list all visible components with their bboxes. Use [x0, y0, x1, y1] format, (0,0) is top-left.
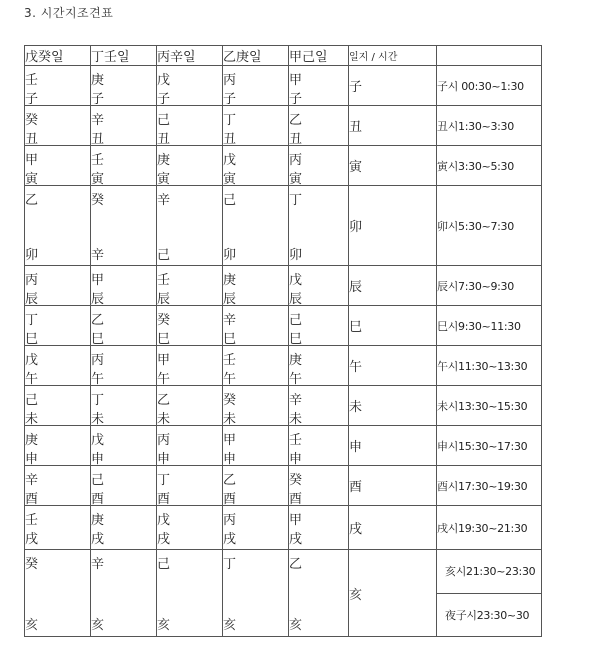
heavenly-stem: 丙	[91, 352, 105, 368]
table-row	[25, 346, 542, 386]
heavenly-stem: 丙	[157, 432, 171, 448]
earthly-branch: 戌	[157, 531, 171, 547]
stem-cell	[91, 66, 157, 106]
header-cell: 丁壬일	[91, 46, 157, 66]
earthly-branch: 辰	[223, 291, 237, 307]
stem-cell	[223, 146, 289, 186]
stem-cell	[223, 346, 289, 386]
day-branch-cell: 戌	[349, 506, 437, 550]
day-branch-cell: 午	[349, 346, 437, 386]
stem-cell	[157, 66, 223, 106]
heavenly-stem: 甲	[157, 352, 171, 368]
stem-cell	[25, 346, 91, 386]
heavenly-stem: 辛	[223, 312, 237, 328]
table-row	[25, 466, 542, 506]
stem-cell	[157, 266, 223, 306]
heavenly-stem: 己	[157, 557, 171, 572]
stem-cell	[157, 550, 223, 637]
day-branch-cell: 子	[349, 66, 437, 106]
earthly-branch: 辛	[91, 247, 105, 263]
time-branch-table	[24, 45, 542, 637]
day-branch-cell: 丑	[349, 106, 437, 146]
table-row	[25, 386, 542, 426]
table-row	[25, 266, 542, 306]
earthly-branch: 寅	[223, 171, 237, 187]
time-range-cell: 未시13:30~15:30	[437, 386, 542, 426]
stem-cell	[91, 506, 157, 550]
stem-cell	[289, 466, 349, 506]
table-row	[25, 506, 542, 550]
earthly-branch: 巳	[289, 331, 303, 347]
stem-cell	[157, 146, 223, 186]
heavenly-stem: 丁	[25, 312, 39, 328]
table-row	[25, 146, 542, 186]
earthly-branch: 丑	[289, 131, 303, 147]
table-row	[25, 426, 542, 466]
heavenly-stem: 丁	[157, 472, 171, 488]
earthly-branch: 午	[91, 371, 105, 387]
heavenly-stem: 壬	[25, 72, 39, 88]
heavenly-stem: 乙	[289, 112, 303, 128]
heavenly-stem: 己	[289, 312, 303, 328]
heavenly-stem: 壬	[91, 152, 105, 168]
heavenly-stem: 甲	[223, 432, 237, 448]
earthly-branch: 未	[289, 411, 303, 427]
heavenly-stem: 癸	[157, 312, 171, 328]
stem-cell	[289, 306, 349, 346]
heavenly-stem: 癸	[25, 557, 39, 572]
stem-cell	[289, 266, 349, 306]
heavenly-stem: 庚	[223, 272, 237, 288]
stem-cell	[289, 426, 349, 466]
earthly-branch: 午	[223, 371, 237, 387]
heavenly-stem: 戊	[157, 72, 171, 88]
earthly-branch: 亥	[91, 618, 105, 633]
heavenly-stem: 庚	[25, 432, 39, 448]
time-range-text: 夜子시23:30~30	[437, 593, 541, 637]
stem-cell	[223, 66, 289, 106]
earthly-branch: 申	[25, 451, 39, 467]
stem-cell	[157, 346, 223, 386]
header-row	[25, 46, 542, 66]
earthly-branch: 丑	[91, 131, 105, 147]
stem-cell	[25, 550, 91, 637]
stem-cell	[223, 186, 289, 266]
time-range-cell: 巳시9:30~11:30	[437, 306, 542, 346]
table-row	[25, 186, 542, 266]
heavenly-stem: 丁	[91, 392, 105, 408]
heavenly-stem: 辛	[157, 192, 171, 208]
day-branch-cell: 辰	[349, 266, 437, 306]
earthly-branch: 子	[289, 91, 303, 107]
heavenly-stem: 壬	[223, 352, 237, 368]
time-range-cell: 寅시3:30~5:30	[437, 146, 542, 186]
stem-cell	[157, 106, 223, 146]
stem-cell	[289, 66, 349, 106]
header-cell: 甲己일	[289, 46, 349, 66]
stem-cell	[289, 550, 349, 637]
header-cell: 일지 / 시간	[349, 46, 437, 66]
stem-cell	[223, 386, 289, 426]
stem-cell	[91, 146, 157, 186]
table-row	[25, 66, 542, 106]
heavenly-stem: 丁	[289, 192, 303, 208]
heavenly-stem: 乙	[25, 192, 39, 208]
earthly-branch: 寅	[157, 171, 171, 187]
day-branch-cell: 卯	[349, 186, 437, 266]
stem-cell	[289, 386, 349, 426]
stem-cell	[25, 186, 91, 266]
heavenly-stem: 辛	[289, 392, 303, 408]
earthly-branch: 戌	[223, 531, 237, 547]
stem-cell	[223, 266, 289, 306]
stem-cell	[25, 386, 91, 426]
heavenly-stem: 戊	[289, 272, 303, 288]
heavenly-stem: 戊	[91, 432, 105, 448]
stem-cell	[223, 426, 289, 466]
heavenly-stem: 乙	[289, 557, 303, 572]
stem-cell	[25, 106, 91, 146]
earthly-branch: 亥	[289, 618, 303, 633]
earthly-branch: 戌	[91, 531, 105, 547]
table-row	[25, 306, 542, 346]
time-range-cell: 酉시17:30~19:30	[437, 466, 542, 506]
day-branch-cell: 巳	[349, 306, 437, 346]
heavenly-stem: 戊	[25, 352, 39, 368]
header-cell: 戊癸일	[25, 46, 91, 66]
time-range-cell: 丑시1:30~3:30	[437, 106, 542, 146]
stem-cell	[289, 506, 349, 550]
heavenly-stem: 丙	[25, 272, 39, 288]
earthly-branch: 戌	[289, 531, 303, 547]
heavenly-stem: 庚	[91, 72, 105, 88]
heavenly-stem: 癸	[223, 392, 237, 408]
earthly-branch: 午	[289, 371, 303, 387]
stem-cell	[223, 506, 289, 550]
heavenly-stem: 丁	[223, 112, 237, 128]
stem-cell	[289, 146, 349, 186]
time-range-cell: 辰시7:30~9:30	[437, 266, 542, 306]
heavenly-stem: 壬	[25, 512, 39, 528]
stem-cell	[91, 466, 157, 506]
stem-cell	[25, 426, 91, 466]
heavenly-stem: 庚	[289, 352, 303, 368]
heavenly-stem: 己	[157, 112, 171, 128]
earthly-branch: 寅	[289, 171, 303, 187]
time-range-cell: 子시 00:30~1:30	[437, 66, 542, 106]
heavenly-stem: 甲	[91, 272, 105, 288]
earthly-branch: 未	[157, 411, 171, 427]
earthly-branch: 丑	[223, 131, 237, 147]
earthly-branch: 午	[25, 371, 39, 387]
header-cell: 乙庚일	[223, 46, 289, 66]
stem-cell	[91, 346, 157, 386]
earthly-branch: 戌	[25, 531, 39, 547]
earthly-branch: 巳	[223, 331, 237, 347]
earthly-branch: 酉	[25, 491, 39, 507]
stem-cell	[157, 306, 223, 346]
earthly-branch: 酉	[157, 491, 171, 507]
earthly-branch: 卯	[25, 247, 39, 263]
earthly-branch: 酉	[91, 491, 105, 507]
stem-cell	[25, 146, 91, 186]
stem-cell	[25, 306, 91, 346]
table-row	[25, 106, 542, 146]
heavenly-stem: 甲	[289, 72, 303, 88]
heavenly-stem: 乙	[157, 392, 171, 408]
stem-cell	[25, 266, 91, 306]
stem-cell	[157, 426, 223, 466]
stem-cell	[91, 266, 157, 306]
heavenly-stem: 辛	[91, 112, 105, 128]
earthly-branch: 己	[157, 247, 171, 263]
earthly-branch: 申	[157, 451, 171, 467]
earthly-branch: 酉	[223, 491, 237, 507]
earthly-branch: 巳	[25, 331, 39, 347]
header-cell	[437, 46, 542, 66]
time-range-cell: 申시15:30~17:30	[437, 426, 542, 466]
earthly-branch: 申	[289, 451, 303, 467]
earthly-branch: 辰	[91, 291, 105, 307]
heavenly-stem: 丙	[223, 512, 237, 528]
stem-cell	[289, 346, 349, 386]
time-range-cell	[437, 550, 542, 637]
heavenly-stem: 丁	[223, 557, 237, 572]
day-branch-cell: 亥	[349, 550, 437, 637]
earthly-branch: 辰	[25, 291, 39, 307]
stem-cell	[25, 66, 91, 106]
heavenly-stem: 辛	[25, 472, 39, 488]
heavenly-stem: 戊	[157, 512, 171, 528]
document-title: 3. 시간지조견표	[24, 6, 114, 20]
heavenly-stem: 己	[91, 472, 105, 488]
stem-cell	[91, 386, 157, 426]
stem-cell	[91, 106, 157, 146]
stem-cell	[157, 506, 223, 550]
stem-cell	[25, 506, 91, 550]
heavenly-stem: 己	[25, 392, 39, 408]
heavenly-stem: 辛	[91, 557, 105, 572]
day-branch-cell: 申	[349, 426, 437, 466]
earthly-branch: 未	[91, 411, 105, 427]
heavenly-stem: 戊	[223, 152, 237, 168]
stem-cell	[289, 186, 349, 266]
earthly-branch: 丑	[157, 131, 171, 147]
earthly-branch: 子	[223, 91, 237, 107]
time-range-cell: 午시11:30~13:30	[437, 346, 542, 386]
stem-cell	[25, 466, 91, 506]
time-range-cell: 卯시5:30~7:30	[437, 186, 542, 266]
stem-cell	[91, 186, 157, 266]
earthly-branch: 子	[25, 91, 39, 107]
heavenly-stem: 丙	[289, 152, 303, 168]
heavenly-stem: 甲	[289, 512, 303, 528]
earthly-branch: 亥	[223, 618, 237, 633]
earthly-branch: 巳	[91, 331, 105, 347]
header-cell: 丙辛일	[157, 46, 223, 66]
earthly-branch: 丑	[25, 131, 39, 147]
stem-cell	[91, 426, 157, 466]
earthly-branch: 辰	[157, 291, 171, 307]
earthly-branch: 子	[91, 91, 105, 107]
stem-cell	[223, 550, 289, 637]
heavenly-stem: 癸	[289, 472, 303, 488]
stem-cell	[223, 106, 289, 146]
heavenly-stem: 己	[223, 192, 237, 208]
heavenly-stem: 丙	[223, 72, 237, 88]
time-range-text: 亥시21:30~23:30	[445, 565, 536, 579]
stem-cell	[223, 466, 289, 506]
day-branch-cell: 酉	[349, 466, 437, 506]
day-branch-cell: 寅	[349, 146, 437, 186]
heavenly-stem: 癸	[91, 192, 105, 208]
stem-cell	[91, 550, 157, 637]
heavenly-stem: 乙	[91, 312, 105, 328]
earthly-branch: 未	[25, 411, 39, 427]
earthly-branch: 午	[157, 371, 171, 387]
stem-cell	[157, 386, 223, 426]
earthly-branch: 酉	[289, 491, 303, 507]
heavenly-stem: 乙	[223, 472, 237, 488]
earthly-branch: 子	[157, 91, 171, 107]
heavenly-stem: 壬	[157, 272, 171, 288]
earthly-branch: 申	[223, 451, 237, 467]
stem-cell	[223, 306, 289, 346]
heavenly-stem: 甲	[25, 152, 39, 168]
earthly-branch: 巳	[157, 331, 171, 347]
earthly-branch: 寅	[91, 171, 105, 187]
heavenly-stem: 壬	[289, 432, 303, 448]
earthly-branch: 未	[223, 411, 237, 427]
stem-cell	[157, 466, 223, 506]
earthly-branch: 亥	[157, 618, 171, 633]
heavenly-stem: 庚	[91, 512, 105, 528]
heavenly-stem: 癸	[25, 112, 39, 128]
time-range-cell: 戌시19:30~21:30	[437, 506, 542, 550]
stem-cell	[157, 186, 223, 266]
table-row	[25, 550, 542, 637]
earthly-branch: 申	[91, 451, 105, 467]
day-branch-cell: 未	[349, 386, 437, 426]
stem-cell	[91, 306, 157, 346]
earthly-branch: 卯	[289, 247, 303, 263]
earthly-branch: 寅	[25, 171, 39, 187]
earthly-branch: 亥	[25, 618, 39, 633]
earthly-branch: 卯	[223, 247, 237, 263]
stem-cell	[289, 106, 349, 146]
heavenly-stem: 庚	[157, 152, 171, 168]
earthly-branch: 辰	[289, 291, 303, 307]
